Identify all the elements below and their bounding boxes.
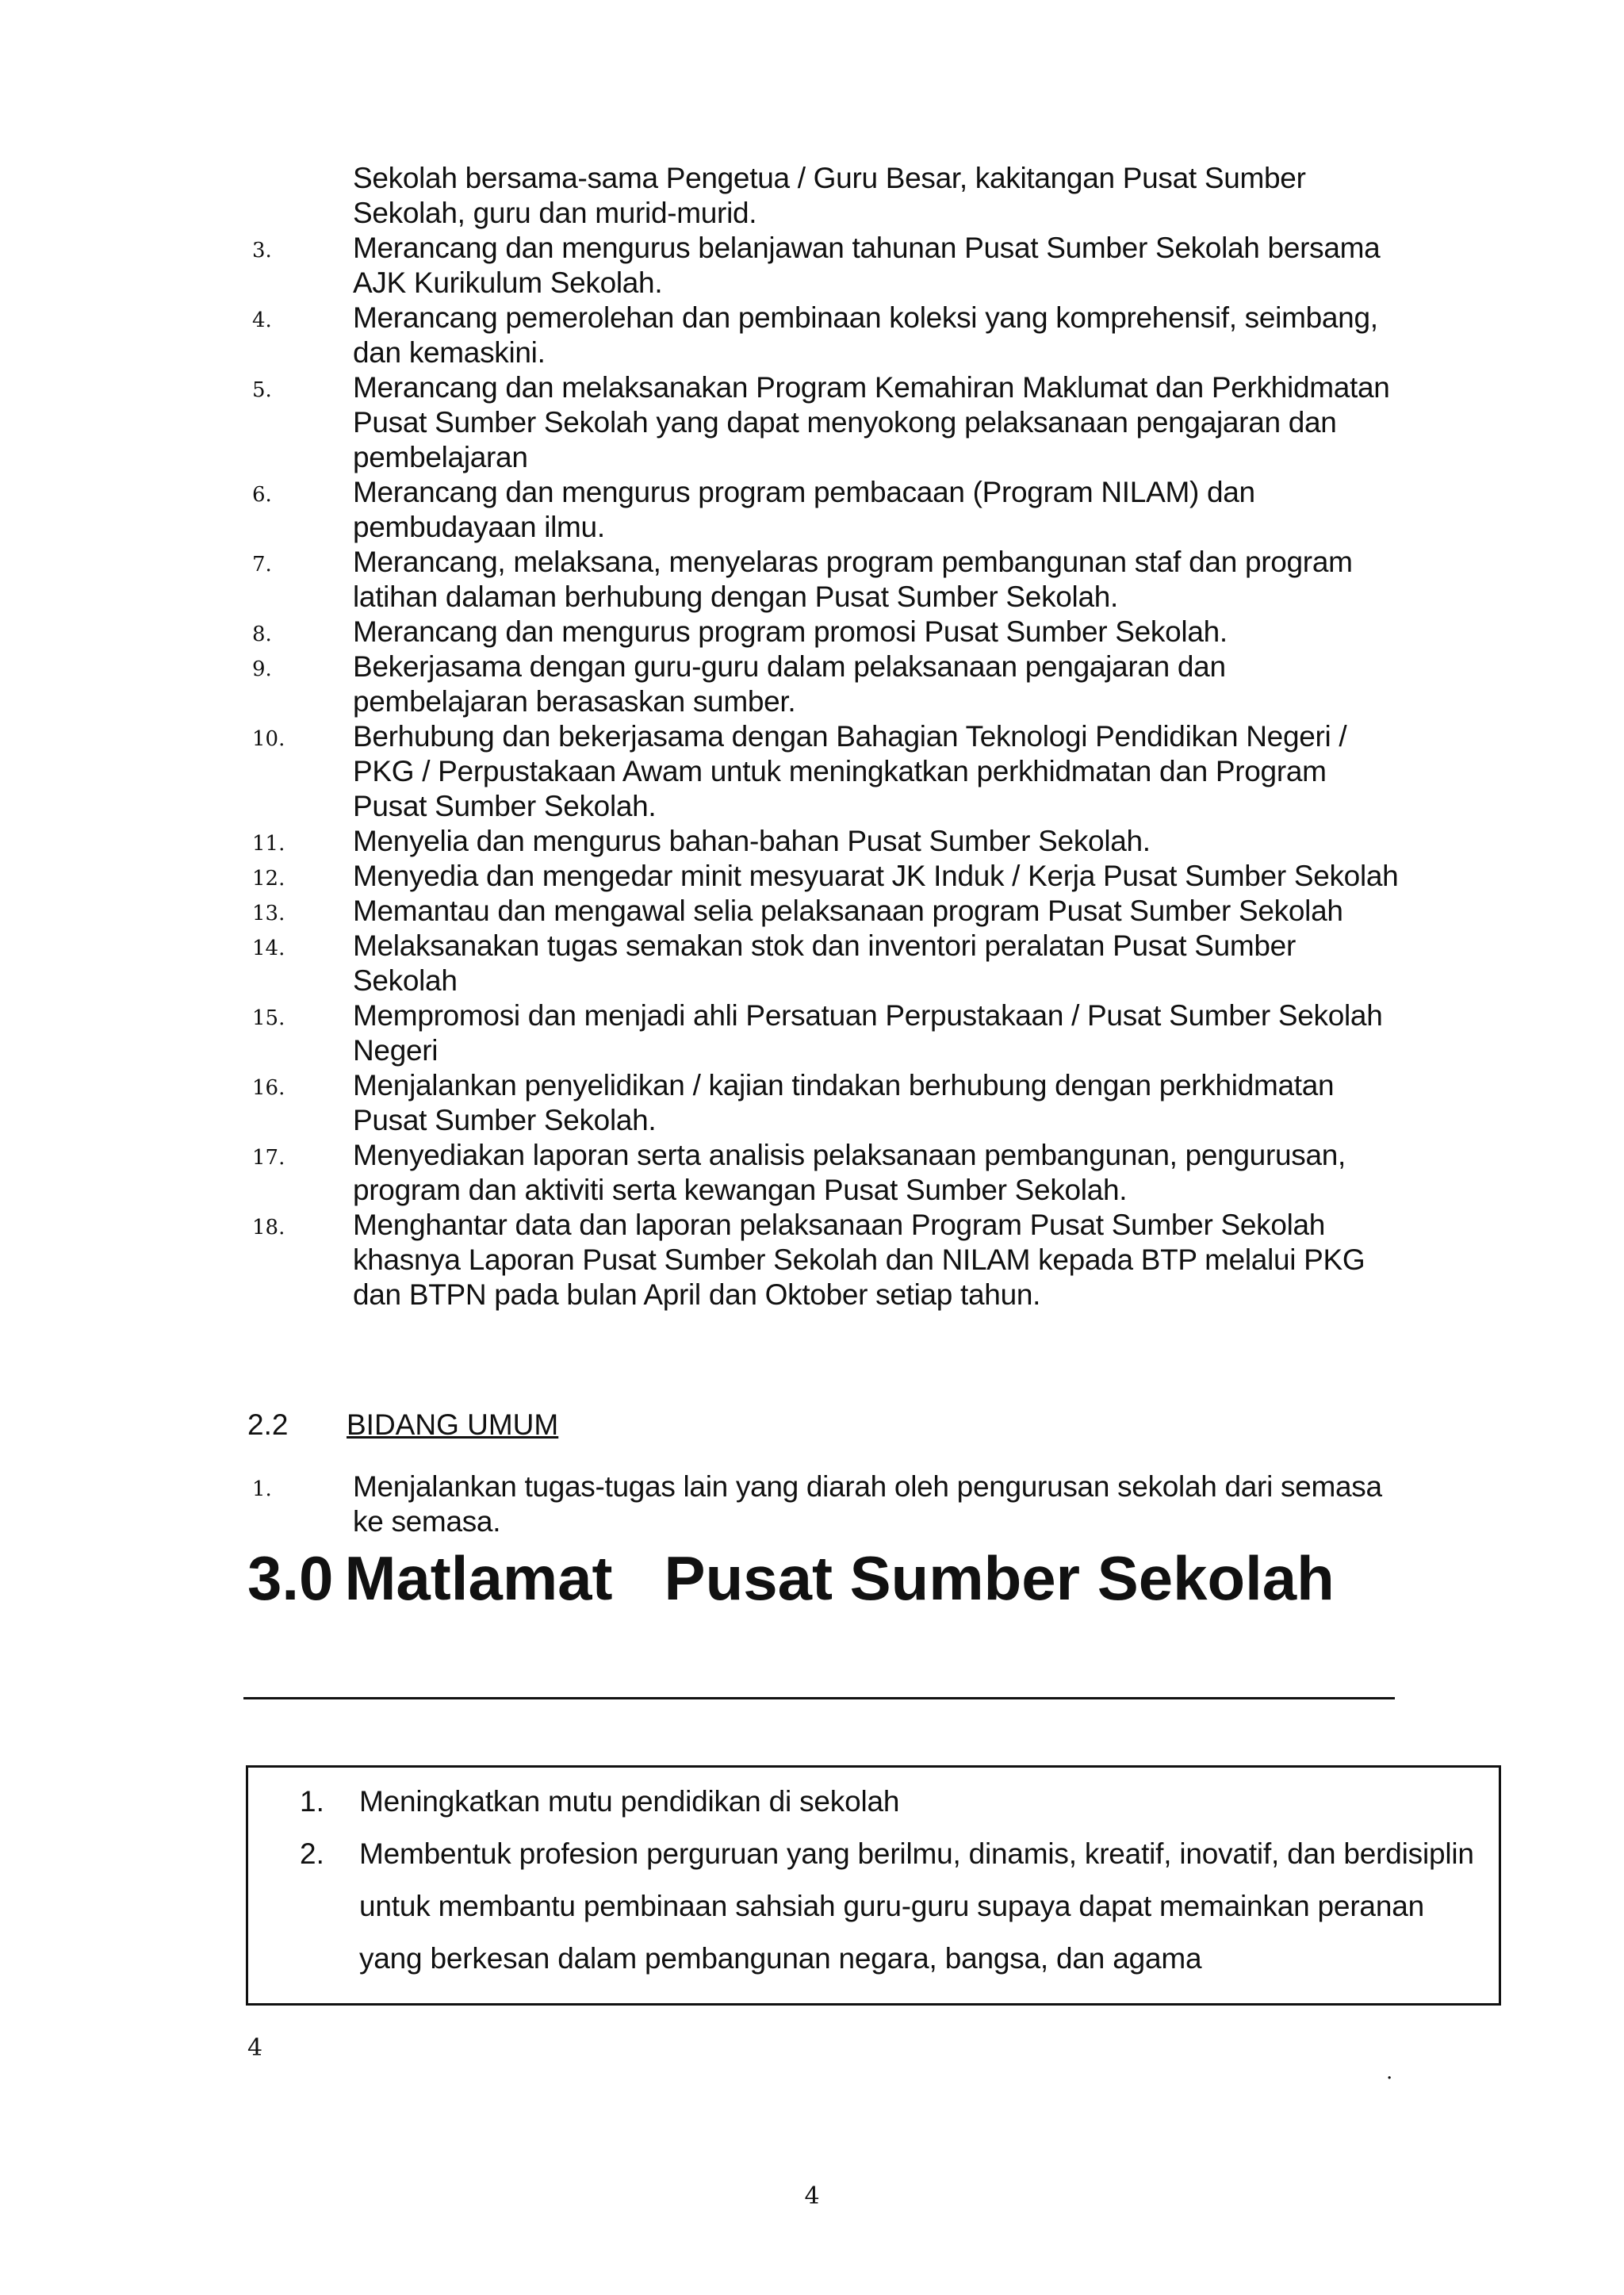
section-title: BIDANG UMUM xyxy=(347,1408,559,1441)
list-item-7 xyxy=(0,545,1624,615)
list-item-text: Bekerjasama dengan guru-guru dalam pelaksanaan pengajaran dan pembelajaran berasaskan sumber. xyxy=(353,650,1226,718)
list-item-number: 18. xyxy=(252,1216,285,1239)
list-item-text: Melaksanakan tugas semakan stok dan inventori peralatan Pusat Sumber Sekolah xyxy=(353,929,1296,997)
list-item-text: Sekolah bersama-sama Pengetua / Guru Besar, kakitangan Pusat Sumber Sekolah, guru dan murid-murid. xyxy=(353,162,1306,229)
list-item-10 xyxy=(0,719,1624,824)
stray-dot: . xyxy=(1386,2060,1393,2084)
list-item-text: Mempromosi dan menjadi ahli Persatuan Perpustakaan / Pusat Sumber Sekolah Negeri xyxy=(353,999,1383,1067)
list-item-12 xyxy=(0,859,1624,894)
list-item-number: 17. xyxy=(252,1146,285,1170)
list-item-text: Menjalankan penyelidikan / kajian tindakan berhubung dengan perkhidmatan Pusat Sumber Sekolah. xyxy=(353,1069,1335,1136)
goal-number: 2. xyxy=(300,1837,324,1870)
list-item-5 xyxy=(0,370,1624,475)
list-item-13 xyxy=(0,894,1624,929)
list-item-text: Menyediakan laporan serta analisis pelaksanaan pembangunan, pengurusan, program dan aktiviti serta kewangan Pusat Sumber Sekolah. xyxy=(353,1139,1346,1206)
list-item-16 xyxy=(0,1068,1624,1138)
list-item-number: 7. xyxy=(252,553,272,577)
list-item-15 xyxy=(0,998,1624,1068)
list-item-9 xyxy=(0,649,1624,719)
duties-list xyxy=(0,161,1624,1312)
list-item-number: 5. xyxy=(252,378,272,402)
list-item-text: Menghantar data dan laporan pelaksanaan Program Pusat Sumber Sekolah khasnya Laporan Pusat Sumber Sekolah dan NILAM kepada BTP melalui PKG dan BTPN pada bulan April dan Oktober setiap tahun. xyxy=(353,1209,1365,1311)
list-item-number: 13. xyxy=(252,902,285,925)
list-item-text: Berhubung dan bekerjasama dengan Bahagian Teknologi Pendidikan Negeri / PKG / Perpustakaan Awam untuk meningkatkan perkhidmatan dan Program Pusat Sumber Sekolah. xyxy=(353,720,1347,822)
list-item-umum-1 xyxy=(0,1469,1624,1539)
list-item-number: 12. xyxy=(252,867,285,891)
list-item-6 xyxy=(0,475,1624,545)
heading-title: Matlamat Pusat Sumber Sekolah xyxy=(344,1543,1335,1613)
list-item-4 xyxy=(0,301,1624,370)
list-item-11 xyxy=(0,824,1624,859)
list-item-number: 14. xyxy=(252,937,285,960)
list-item-text: Merancang dan mengurus program promosi Pusat Sumber Sekolah. xyxy=(353,615,1228,648)
list-item-text: Menyelia dan mengurus bahan-bahan Pusat Sumber Sekolah. xyxy=(353,825,1151,857)
page-title xyxy=(247,1542,1397,1614)
list-item-text: Merancang dan mengurus belanjawan tahunan Pusat Sumber Sekolah bersama AJK Kurikulum Sekolah. xyxy=(353,232,1381,299)
list-item-continuation xyxy=(0,161,1624,231)
list-item-text: Merancang, melaksana, menyelaras program pembangunan staf dan program latihan dalaman berhubung dengan Pusat Sumber Sekolah. xyxy=(353,546,1353,613)
list-item-text: Menjalankan tugas-tugas lain yang diarah oleh pengurusan sekolah dari semasa ke semasa. xyxy=(353,1470,1382,1538)
list-item-number: 9. xyxy=(252,657,272,681)
list-item-14 xyxy=(0,929,1624,998)
list-item-3 xyxy=(0,231,1624,301)
list-item-number: 4. xyxy=(252,308,272,332)
list-item-text: Merancang pemerolehan dan pembinaan koleksi yang komprehensif, seimbang, dan kemaskini. xyxy=(353,301,1378,369)
list-item-number: 10. xyxy=(252,727,285,751)
list-item-number: 6. xyxy=(252,483,272,507)
list-item-number: 1. xyxy=(252,1477,272,1501)
list-item-number: 16. xyxy=(252,1076,285,1100)
section-number: 2.2 xyxy=(247,1408,289,1441)
list-item-number: 15. xyxy=(252,1006,285,1030)
list-item-text: Merancang dan mengurus program pembacaan (Program NILAM) dan pembudayaan ilmu. xyxy=(353,476,1255,543)
list-item-number: 3. xyxy=(252,239,272,262)
goal-text: Meningkatkan mutu pendidikan di sekolah xyxy=(359,1785,900,1818)
list-item-text: Merancang dan melaksanakan Program Kemahiran Maklumat dan Perkhidmatan Pusat Sumber Sekolah yang dapat menyokong pelaksanaan pengajaran dan pembelajaran xyxy=(353,371,1390,473)
section-heading-bidang-umum xyxy=(247,1408,558,1443)
goal-item-1 xyxy=(248,1776,1499,1828)
list-item-text: Menyedia dan mengedar minit mesyuarat JK Induk / Kerja Pusat Sumber Sekolah xyxy=(353,860,1399,892)
goals-box xyxy=(246,1765,1501,2006)
goal-item-2 xyxy=(248,1828,1499,1985)
umum-list xyxy=(0,1469,1624,1539)
page-number-left: 4 xyxy=(247,2034,263,2062)
heading-number: 3.0 xyxy=(247,1543,334,1613)
heading-underline xyxy=(243,1697,1395,1699)
list-item-18 xyxy=(0,1208,1624,1312)
list-item-text: Memantau dan mengawal selia pelaksanaan program Pusat Sumber Sekolah xyxy=(353,895,1343,927)
list-item-8 xyxy=(0,615,1624,649)
list-item-number: 8. xyxy=(252,623,272,646)
list-item-17 xyxy=(0,1138,1624,1208)
list-item-number: 11. xyxy=(252,832,285,856)
page-number-bottom: 4 xyxy=(804,2182,820,2210)
goal-text: Membentuk profesion perguruan yang berilmu, dinamis, kreatif, inovatif, dan berdisiplin untuk membantu pembinaan sahsiah guru-guru supaya dapat memainkan peranan yang berkesan dalam pembangunan negara, bangsa, dan agama xyxy=(359,1837,1474,1975)
goal-number: 1. xyxy=(300,1785,324,1818)
